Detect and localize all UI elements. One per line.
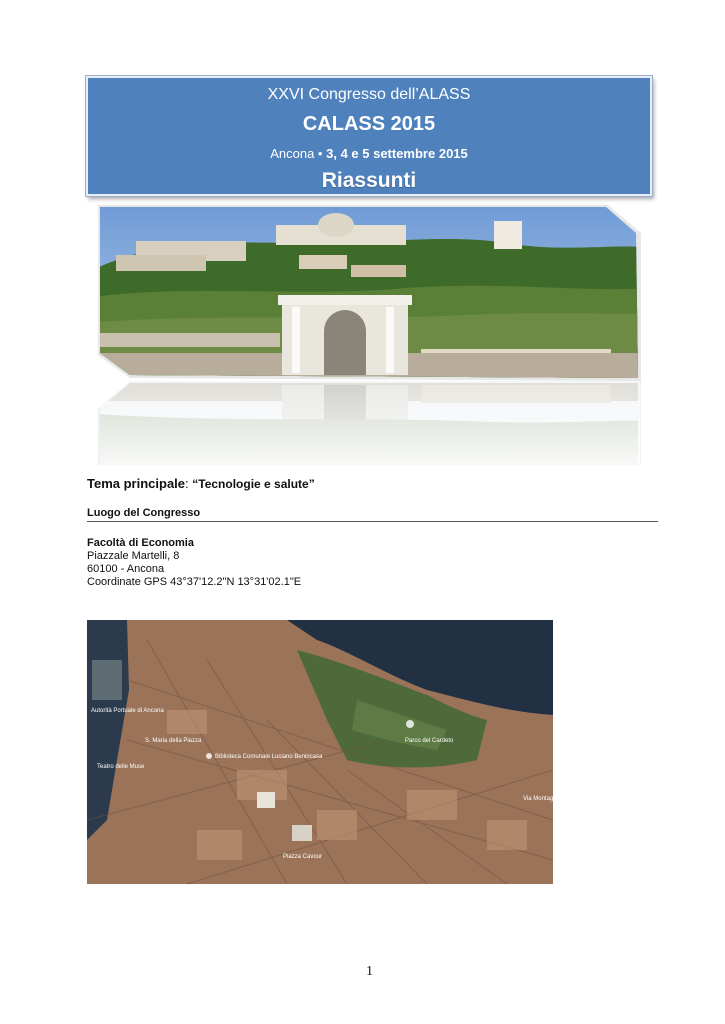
congress-name: XXVI Congresso dell’ALASS <box>267 86 471 103</box>
map-label-via: Via Montagnola <box>523 796 565 802</box>
theme-colon: : <box>185 476 193 491</box>
map-label-library: Biblioteca Comunale Luciano Benincasa <box>215 754 323 760</box>
venue-heading: Luogo del Congresso <box>87 507 201 519</box>
venue-name: Facoltà di Economia <box>87 537 194 549</box>
map-label-park: Parco del Cardeto <box>405 738 454 744</box>
ancona-arch-photo <box>86 203 652 465</box>
map-label-port: Autorità Portuale di Ancona <box>91 708 164 714</box>
venue-gps: Coordinate GPS 43°37'12.2"N 13°31'02.1"E <box>87 576 302 588</box>
section-divider <box>87 521 658 522</box>
page-number: 1 <box>366 964 373 979</box>
title-banner <box>86 76 652 196</box>
venue-street: Piazzale Martelli, 8 <box>87 550 180 562</box>
map-label-church: S. Maria della Piazza <box>145 738 202 744</box>
document-subtitle: Riassunti <box>321 169 417 192</box>
venue-address <box>87 537 301 589</box>
congress-title: CALASS 2015 <box>302 113 436 135</box>
congress-dates: 3, 4 e 5 settembre 2015 <box>326 146 468 161</box>
map-label-piazza: Piazza Cavour <box>283 854 323 860</box>
theme-value: “Tecnologie e salute” <box>192 477 315 491</box>
map-label-theatre: Teatro delle Muse <box>97 764 145 770</box>
map-pin-park <box>406 720 414 728</box>
satellite-map <box>87 620 565 884</box>
venue-city: 60100 - Ancona <box>87 563 165 575</box>
theme-label: Tema principale <box>87 476 186 491</box>
main-theme <box>87 476 315 491</box>
congress-place: Ancona • <box>270 146 327 161</box>
map-pin-library <box>206 753 212 759</box>
congress-place-dates <box>88 146 650 161</box>
